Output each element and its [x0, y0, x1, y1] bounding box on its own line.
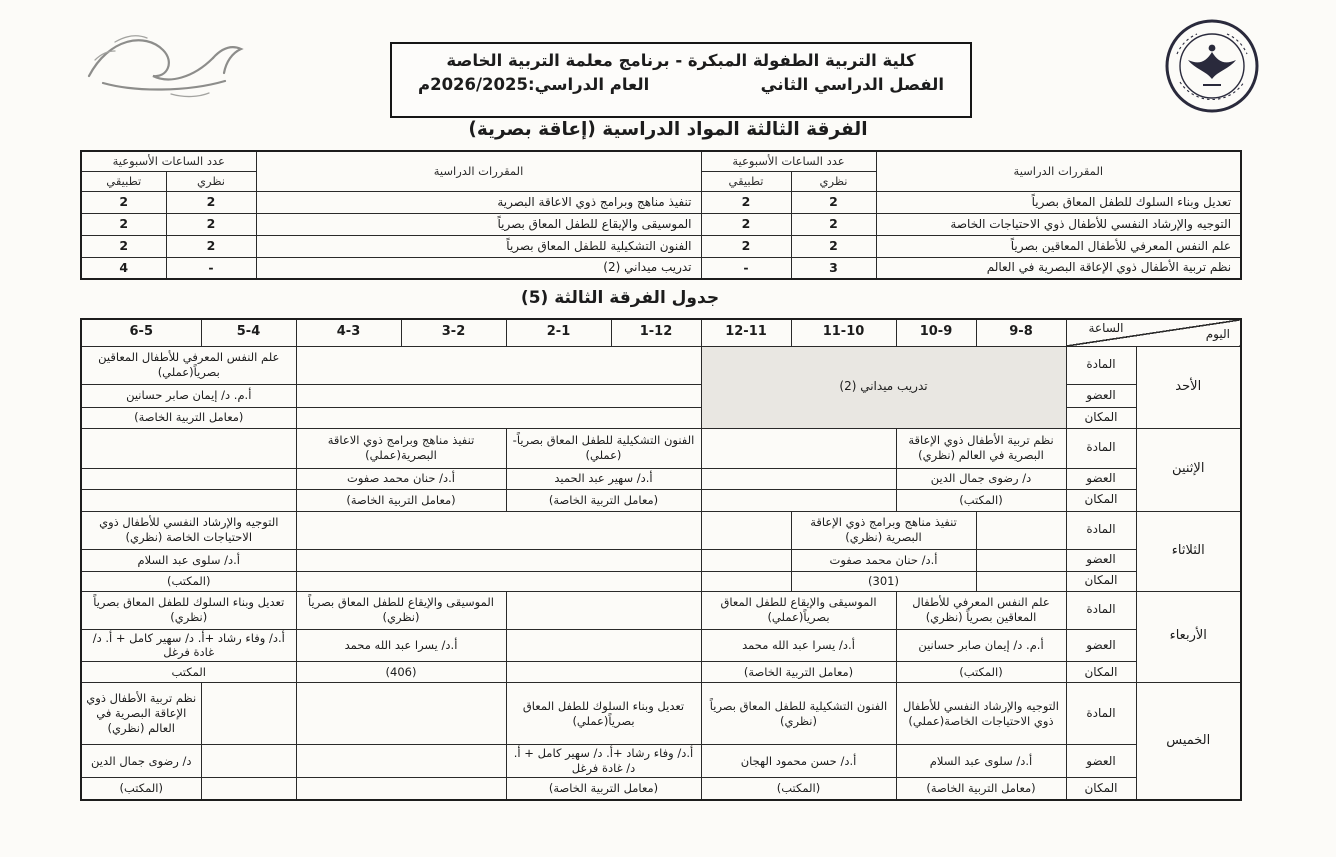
subject-cell: الفنون التشكيلية للطفل المعاق بصرياً- (عملي) [506, 428, 701, 468]
theory-header: نظري [166, 171, 256, 191]
time-slot-header: 6-5 [81, 319, 201, 346]
university-seal-icon [1160, 16, 1264, 116]
time-slot-header: 10-9 [896, 319, 976, 346]
empty-cell [976, 571, 1066, 591]
member-cell: د/ رضوى جمال الدين [896, 468, 1066, 489]
time-slot-header: 1-12 [611, 319, 701, 346]
place-cell: المكتب [81, 662, 296, 683]
day-name-wednesday: الأربعاء [1136, 591, 1241, 683]
place-cell: (المكتب) [81, 571, 296, 591]
subject-cell: نظم تربية الأطفال ذوي الإعاقة البصرية في العالم (نظري) [896, 428, 1066, 468]
subject-cell: علم النفس المعرفي للأطفال المعاقين بصرياً (نظري) [896, 591, 1066, 629]
schedule-title: جدول الفرقة الثالثة (5) [520, 288, 720, 308]
place-cell: (المكتب) [896, 489, 1066, 511]
empty-cell [701, 489, 896, 511]
practical-hours: 2 [701, 235, 791, 257]
row-label-place: المكان [1066, 778, 1136, 800]
practical-header: تطبيقي [81, 171, 166, 191]
theory-hours: - [166, 257, 256, 279]
theory-header: نظري [791, 171, 876, 191]
swan-sketch-icon [75, 20, 250, 108]
row-label-place: المكان [1066, 662, 1136, 683]
row-label-place: المكان [1066, 407, 1136, 428]
member-cell: أ.د/ يسرا عبد الله محمد [701, 629, 896, 662]
row-label-subject: المادة [1066, 591, 1136, 629]
weekly-schedule-table [80, 318, 1242, 801]
empty-cell [296, 407, 701, 428]
place-cell: (معامل التربية الخاصة) [506, 489, 701, 511]
empty-cell [296, 571, 701, 591]
subject-cell: التوجيه والإرشاد النفسي للأطفال ذوي الاحتياجات الخاصة (نظري) [81, 511, 296, 549]
subject-cell: الموسيقى والإيقاع للطفل المعاق بصرياً(عملي) [701, 591, 896, 629]
course-name: علم النفس المعرفي للأطفال المعاقين بصرياً [876, 235, 1241, 257]
courses-hours-table [80, 150, 1242, 280]
time-slot-header: 4-3 [296, 319, 401, 346]
weekly-hours-header-right: عدد الساعات الأسبوعية [701, 151, 876, 171]
course-name: الموسيقى والإيقاع للطفل المعاق بصرياً [256, 213, 701, 235]
course-name: الفنون التشكيلية للطفل المعاق بصرياً [256, 235, 701, 257]
row-label-place: المكان [1066, 489, 1136, 511]
place-cell: (معامل التربية الخاصة) [701, 662, 896, 683]
empty-cell [296, 346, 701, 384]
courses-header-left: المقررات الدراسية [256, 151, 701, 191]
corner-hour-label: الساعة [1088, 321, 1124, 335]
member-cell: أ.م. د/ إيمان صابر حسانين [81, 384, 296, 407]
empty-cell [976, 549, 1066, 571]
subject-cell: تعديل وبناء السلوك للطفل المعاق بصرياً(عملي) [506, 683, 701, 745]
empty-cell [201, 745, 296, 778]
course-name: التوجيه والإرشاد النفسي للأطفال ذوي الاحتياجات الخاصة [876, 213, 1241, 235]
time-slot-header: 5-4 [201, 319, 296, 346]
empty-cell [81, 428, 296, 468]
member-cell: أ.د/ سهير عبد الحميد [506, 468, 701, 489]
document-header [390, 42, 972, 118]
day-name-thursday: الخميس [1136, 683, 1241, 800]
empty-cell [81, 468, 296, 489]
practical-hours: 2 [81, 191, 166, 213]
empty-cell [701, 428, 896, 468]
empty-cell [296, 745, 506, 778]
member-cell: أ.د/ سلوى عبد السلام [896, 745, 1066, 778]
empty-cell [81, 489, 296, 511]
row-label-member: العضو [1066, 745, 1136, 778]
subject-cell: نظم تربية الأطفال ذوي الإعاقة البصرية في العالم (نظري) [81, 683, 201, 745]
empty-cell [296, 384, 701, 407]
theory-hours: 2 [166, 213, 256, 235]
courses-header-right: المقررات الدراسية [876, 151, 1241, 191]
semester-label: الفصل الدراسي الثاني [760, 75, 944, 94]
row-label-member: العضو [1066, 468, 1136, 489]
practical-hours: 2 [701, 191, 791, 213]
time-slot-header: 11-10 [791, 319, 896, 346]
member-cell: د/ رضوى جمال الدين [81, 745, 201, 778]
empty-cell [506, 662, 701, 683]
practical-hours: 2 [81, 235, 166, 257]
empty-cell [201, 683, 296, 745]
empty-cell [296, 778, 506, 800]
empty-cell [976, 511, 1066, 549]
course-name: تنفيذ مناهج وبرامج ذوي الاعاقة البصرية [256, 191, 701, 213]
row-label-subject: المادة [1066, 511, 1136, 549]
row-label-member: العضو [1066, 384, 1136, 407]
theory-hours: 2 [791, 213, 876, 235]
row-label-subject: المادة [1066, 683, 1136, 745]
row-label-member: العضو [1066, 629, 1136, 662]
subject-cell: علم النفس المعرفي للأطفال المعاقين بصرياً(عملي) [81, 346, 296, 384]
practical-hours: 4 [81, 257, 166, 279]
course-name: تعديل وبناء السلوك للطفل المعاق بصرياً [876, 191, 1241, 213]
university-seal [1160, 16, 1264, 120]
day-name-monday: الإثنين [1136, 428, 1241, 511]
empty-cell [296, 549, 701, 571]
page-title: الفرقة الثالثة المواد الدراسية (إعاقة بصرية) [468, 119, 868, 140]
member-cell: أ.د/ وفاء رشاد +أ. د/ سهير كامل + أ. د/ غادة فرغل [81, 629, 296, 662]
place-cell: (المكتب) [81, 778, 201, 800]
theory-hours: 2 [166, 235, 256, 257]
subject-cell: الفنون التشكيلية للطفل المعاق بصرياً (نظري) [701, 683, 896, 745]
place-cell: (المكتب) [701, 778, 896, 800]
member-cell: أ.د/ حنان محمد صفوت [791, 549, 976, 571]
practical-hours: 2 [81, 213, 166, 235]
header-second-line [392, 75, 970, 94]
day-name-sunday: الأحد [1136, 346, 1241, 428]
field-training-cell: تدريب ميداني (2) [701, 346, 1066, 428]
time-slot-header: 9-8 [976, 319, 1066, 346]
place-cell: (معامل التربية الخاصة) [81, 407, 296, 428]
subject-cell: تعديل وبناء السلوك للطفل المعاق بصرياً (نظري) [81, 591, 296, 629]
member-cell: أ.د/ حنان محمد صفوت [296, 468, 506, 489]
corner-day-label: اليوم [1205, 326, 1230, 341]
row-label-subject: المادة [1066, 346, 1136, 384]
course-name: نظم تربية الأطفال ذوي الإعاقة البصرية في العالم [876, 257, 1241, 279]
place-cell: (معامل التربية الخاصة) [506, 778, 701, 800]
faculty-logo [75, 20, 250, 112]
row-label-place: المكان [1066, 571, 1136, 591]
place-cell: (406) [296, 662, 506, 683]
row-label-subject: المادة [1066, 428, 1136, 468]
theory-hours: 2 [791, 191, 876, 213]
place-cell: (المكتب) [896, 662, 1066, 683]
time-slot-header: 2-1 [506, 319, 611, 346]
subject-cell: الموسيقى والإيقاع للطفل المعاق بصرياً (نظري) [296, 591, 506, 629]
place-cell: (معامل التربية الخاصة) [896, 778, 1066, 800]
empty-cell [296, 683, 506, 745]
time-slot-header: 12-11 [701, 319, 791, 346]
subject-cell: تنفيذ مناهج وبرامج ذوي الإعاقة البصرية (نظري) [791, 511, 976, 549]
member-cell: أ.د/ وفاء رشاد +أ. د/ سهير كامل + أ. د/ غادة فرغل [506, 745, 701, 778]
member-cell: أ.د/ يسرا عبد الله محمد [296, 629, 506, 662]
theory-hours: 2 [166, 191, 256, 213]
day-name-tuesday: الثلاثاء [1136, 511, 1241, 591]
day-hour-corner-cell [1066, 319, 1241, 346]
practical-hours: - [701, 257, 791, 279]
member-cell: أ.م. د/ إيمان صابر حسانين [896, 629, 1066, 662]
empty-cell [506, 591, 701, 629]
empty-cell [701, 549, 791, 571]
course-name: تدريب ميداني (2) [256, 257, 701, 279]
empty-cell [701, 468, 896, 489]
practical-header: تطبيقي [701, 171, 791, 191]
weekly-hours-header-left: عدد الساعات الأسبوعية [81, 151, 256, 171]
theory-hours: 3 [791, 257, 876, 279]
practical-hours: 2 [701, 213, 791, 235]
empty-cell [296, 511, 701, 549]
member-cell: أ.د/ سلوى عبد السلام [81, 549, 296, 571]
theory-hours: 2 [791, 235, 876, 257]
place-cell: (معامل التربية الخاصة) [296, 489, 506, 511]
row-label-member: العضو [1066, 549, 1136, 571]
place-cell: (301) [791, 571, 976, 591]
subject-cell: التوجيه والإرشاد النفسي للأطفال ذوي الاحتياجات الخاصة(عملي) [896, 683, 1066, 745]
empty-cell [701, 571, 791, 591]
empty-cell [506, 629, 701, 662]
academic-year-label: العام الدراسي:2026/2025م [418, 75, 650, 94]
empty-cell [701, 511, 791, 549]
time-slot-header: 3-2 [401, 319, 506, 346]
empty-cell [201, 778, 296, 800]
subject-cell: تنفيذ مناهج وبرامج ذوي الاعاقة البصرية(عملي) [296, 428, 506, 468]
faculty-program-title: كلية التربية الطفولة المبكرة - برنامج معلمة التربية الخاصة [446, 51, 916, 70]
member-cell: أ.د/ حسن محمود الهجان [701, 745, 896, 778]
